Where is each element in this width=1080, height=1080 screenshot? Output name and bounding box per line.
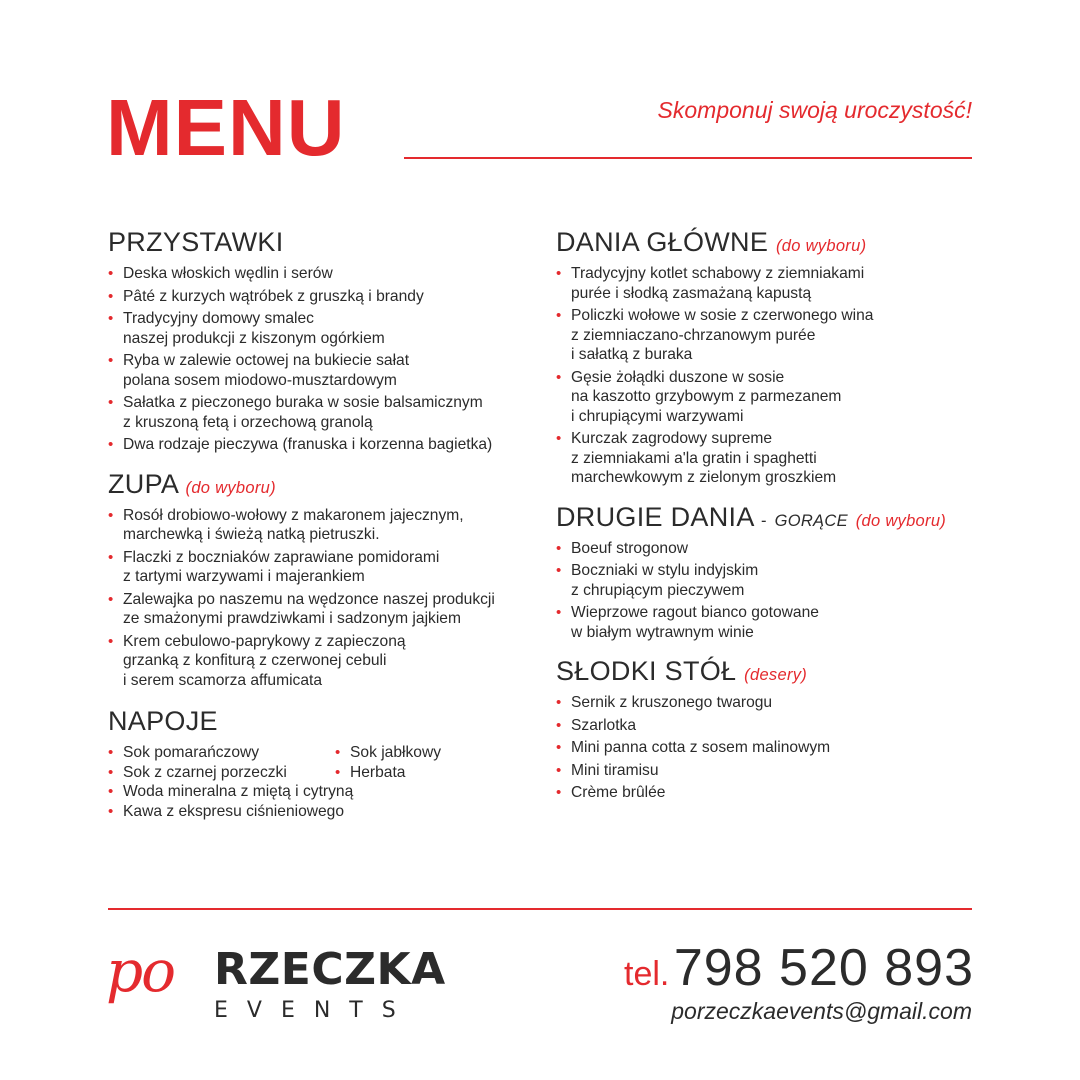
list-item: • Crème brûlée — [556, 783, 976, 803]
list-item: • Sok pomarańczowy — [108, 743, 335, 763]
list-item: • Zalewajka po naszemu na wędzonce naszej produkcji ze smażonymi prawdziwkami i sadzonym jajkiem — [108, 590, 548, 629]
section-note: (do wyboru) — [185, 478, 276, 497]
list-item: • Herbata — [335, 763, 535, 783]
logo-subtitle: EVENTS — [214, 998, 415, 1023]
phone — [624, 939, 974, 997]
list-item: • Mini panna cotta z sosem malinowym — [556, 738, 976, 758]
section-subtitle: GORĄCE — [774, 511, 848, 530]
list-item: • Tradycyjny domowy smalec naszej produkcji z kiszonym ogórkiem — [108, 309, 548, 348]
section-title: DANIA GŁÓWNE (do wyboru) — [556, 227, 867, 257]
section-title: DRUGIE DANIA - GORĄCE (do wyboru) — [556, 501, 947, 532]
section-drugie-dania — [556, 502, 976, 643]
section-przystawki — [108, 227, 548, 455]
footer-divider — [108, 908, 972, 910]
section-napoje — [108, 706, 548, 821]
section-title: SŁODKI STÓŁ (desery) — [556, 656, 808, 687]
list-item: • Sok z czarnej porzeczki — [108, 763, 335, 783]
item-list — [556, 539, 976, 643]
list-item: • Sok jabłkowy — [335, 743, 535, 763]
left-column — [108, 227, 548, 835]
drinks-list — [108, 743, 548, 821]
email: porzeczkaevents@gmail.com — [671, 998, 972, 1024]
section-note: (desery) — [744, 666, 808, 685]
list-item: • Ryba w zalewie octowej na bukiecie sałat polana sosem miodowo-musztardowym — [108, 351, 548, 390]
header-divider — [404, 157, 972, 159]
list-item: • Gęsie żołądki duszone w sosie na kaszotto grzybowym z parmezanem i chrupiącymi warzywami — [556, 368, 976, 427]
section-title: PRZYSTAWKI — [108, 227, 284, 257]
list-item: • Krem cebulowo-paprykowy z zapieczoną grzanką z konfiturą z czerwonej cebuli i serem scamorza affumicata — [108, 632, 548, 691]
list-item: • Rosół drobiowo-wołowy z makaronem jajecznym, marchewką i świeżą natką pietruszki. — [108, 506, 548, 545]
item-list — [108, 506, 548, 691]
list-item: • Boczniaki w stylu indyjskim z chrupiącym pieczywem — [556, 561, 976, 600]
list-item: • Tradycyjny kotlet schabowy z ziemniakami purée i słodką zasmażaną kapustą — [556, 264, 976, 303]
list-item: • Kawa z ekspresu ciśnieniowego — [108, 802, 535, 822]
tel-label: tel. — [624, 955, 670, 993]
logo-script: po — [106, 937, 175, 1005]
tagline: Skomponuj swoją uroczystość! — [657, 97, 972, 123]
phone-number: 798 520 893 — [673, 939, 974, 997]
list-item: • Deska włoskich wędlin i serów — [108, 264, 548, 284]
list-item: • Woda mineralna z miętą i cytryną — [108, 782, 535, 802]
section-slodki-stol — [556, 656, 976, 803]
item-list — [556, 264, 976, 488]
list-item: • Pâté z kurzych wątróbek z gruszką i brandy — [108, 287, 548, 307]
list-item: • Szarlotka — [556, 716, 976, 736]
section-title: NAPOJE — [108, 706, 218, 737]
list-item: • Dwa rodzaje pieczywa (franuska i korzenna bagietka) — [108, 435, 548, 455]
list-item: • Sałatka z pieczonego buraka w sosie balsamicznym z kruszoną fetą i orzechową granolą — [108, 393, 548, 432]
section-title: ZUPA (do wyboru) — [108, 468, 276, 499]
logo-wordmark: RZECZKA — [214, 944, 446, 995]
list-item: • Policzki wołowe w sosie z czerwonego wina z ziemniaczano-chrzanowym purée i sałatką z buraka — [556, 306, 976, 365]
list-item: • Kurczak zagrodowy supreme z ziemniakami a'la gratin i spaghetti marchewkowym z zielonym groszkiem — [556, 429, 976, 488]
menu-title: MENU — [106, 83, 346, 172]
section-note: (do wyboru) — [855, 511, 947, 530]
item-list — [556, 693, 976, 803]
list-item: • Wieprzowe ragout bianco gotowane w białym wytrawnym winie — [556, 603, 976, 642]
right-column — [556, 227, 976, 817]
list-item: • Sernik z kruszonego twarogu — [556, 693, 976, 713]
section-note: (do wyboru) — [775, 237, 867, 255]
item-list — [108, 264, 548, 455]
list-item: • Mini tiramisu — [556, 761, 976, 781]
section-zupa — [108, 469, 548, 691]
list-item: • Flaczki z boczniaków zaprawiane pomidorami z tartymi warzywami i majerankiem — [108, 548, 548, 587]
list-item: • Boeuf strogonow — [556, 539, 976, 559]
section-dania-glowne — [556, 227, 976, 488]
logo — [106, 937, 446, 1030]
